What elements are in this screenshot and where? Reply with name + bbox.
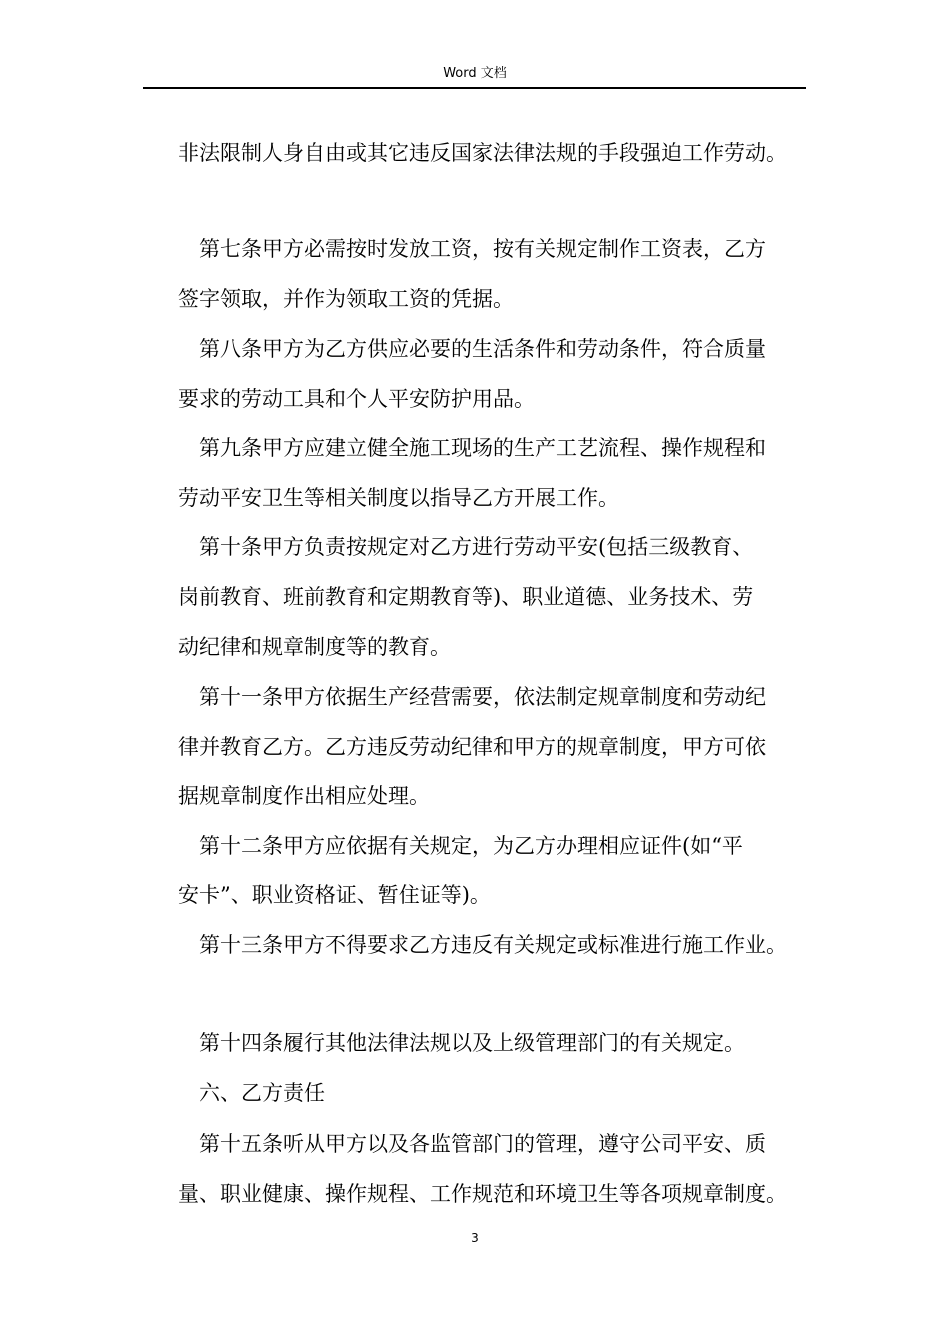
body-line: 量、职业健康、操作规程、工作规范和环境卫生等各项规章制度。 xyxy=(178,1182,787,1206)
document-header-title: Word 文档 xyxy=(443,66,507,81)
body-line: 第八条甲方为乙方供应必要的生活条件和劳动条件，符合质量 xyxy=(199,337,766,361)
body-line: 岗前教育、班前教育和定期教育等)、职业道德、业务技术、劳 xyxy=(178,585,754,609)
body-line: 第十条甲方负责按规定对乙方进行劳动平安(包括三级教育、 xyxy=(199,535,754,559)
body-line: 动纪律和规章制度等的教育。 xyxy=(178,635,451,659)
body-line: 律并教育乙方。乙方违反劳动纪律和甲方的规章制度，甲方可依 xyxy=(178,735,766,759)
body-line: 要求的劳动工具和个人平安防护用品。 xyxy=(178,387,535,411)
body-line: 据规章制度作出相应处理。 xyxy=(178,784,430,808)
page-number: 3 xyxy=(471,1231,479,1245)
body-line: 第十三条甲方不得要求乙方违反有关规定或标准进行施工作业。 xyxy=(199,933,787,957)
header-divider xyxy=(143,87,806,89)
body-line: 第十一条甲方依据生产经营需要，依法制定规章制度和劳动纪 xyxy=(199,685,766,709)
body-line: 第十四条履行其他法律法规以及上级管理部门的有关规定。 xyxy=(199,1031,745,1055)
section-heading: 六、乙方责任 xyxy=(199,1081,325,1105)
body-line: 第十五条听从甲方以及各监管部门的管理，遵守公司平安、质 xyxy=(199,1132,766,1156)
body-line: 非法限制人身自由或其它违反国家法律法规的手段强迫工作劳动。 xyxy=(178,141,787,165)
body-line: 第九条甲方应建立健全施工现场的生产工艺流程、操作规程和 xyxy=(199,436,766,460)
body-line: 劳动平安卫生等相关制度以指导乙方开展工作。 xyxy=(178,486,619,510)
body-line: 签字领取，并作为领取工资的凭据。 xyxy=(178,287,514,311)
body-line: 第十二条甲方应依据有关规定，为乙方办理相应证件(如“平 xyxy=(199,834,743,858)
body-line: 安卡”、职业资格证、暂住证等)。 xyxy=(178,883,491,907)
body-line: 第七条甲方必需按时发放工资，按有关规定制作工资表，乙方 xyxy=(199,237,766,261)
